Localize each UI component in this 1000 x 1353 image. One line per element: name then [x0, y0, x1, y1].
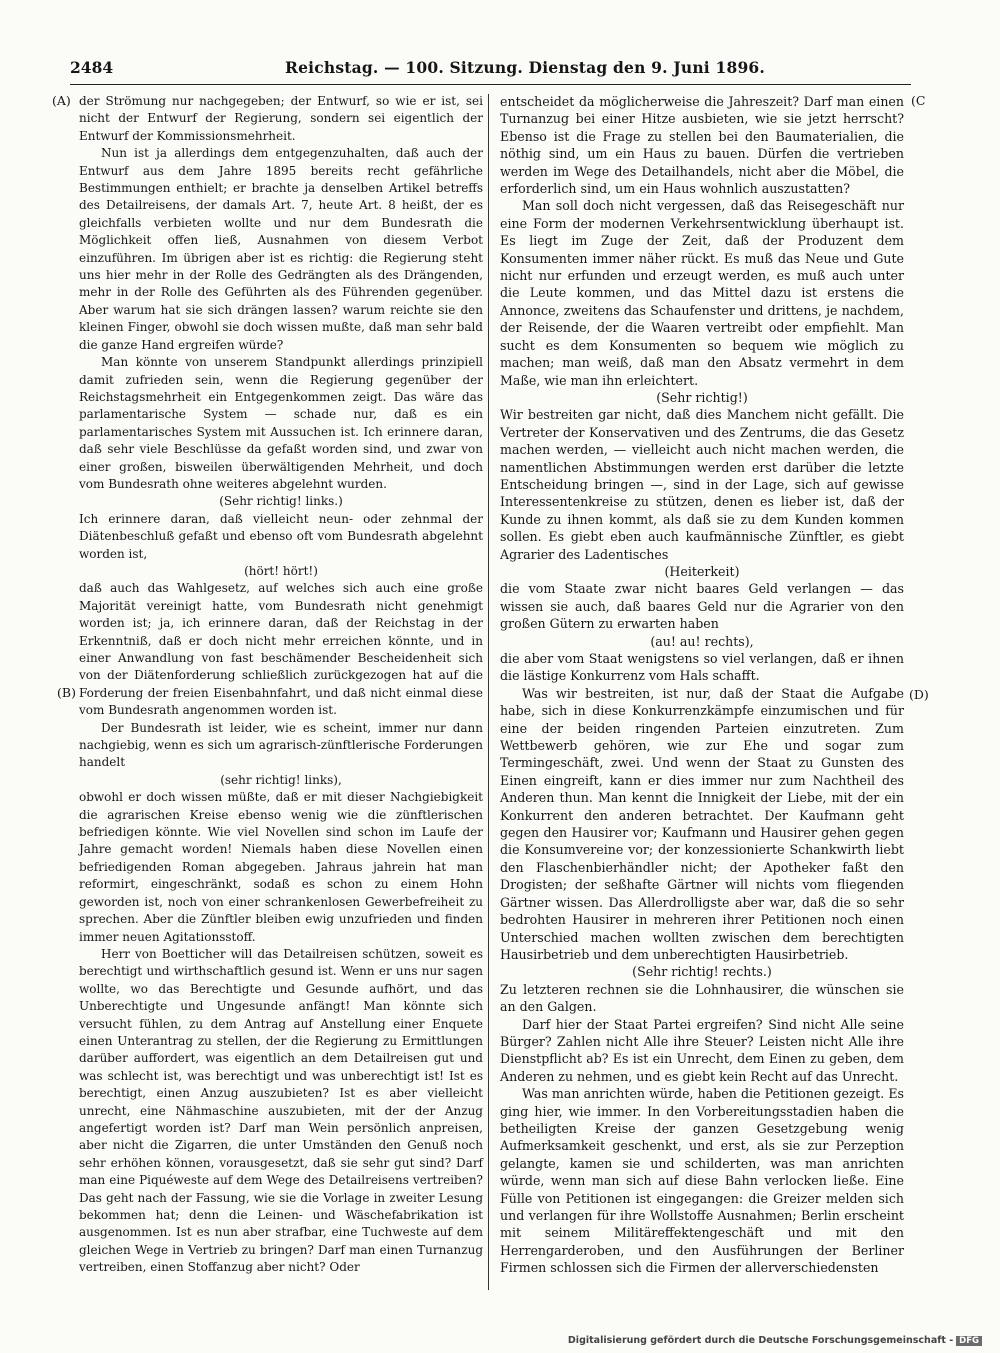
paragraph: Man soll doch nicht vergessen, daß das Reisegeschäft nur eine Form der modernen Verkehrsentwicklung überhaupt ist. Es liegt im Zuge der Zeit, daß der Produzent dem Konsumenten immer näher rückt. Es muß das Neue und Gute nicht nur erfunden und erzeugt werden, es muß auch unter die Leute kommen, und das Mittel dazu ist erstens die Annonce, zweitens das Schaufenster und drittens, je nachdem, der Reisende, der die Waaren vertreibt oder empfiehlt. Man sucht es dem Konsumenten so bequem wie möglich zu machen; man weiß, daß man den Absatz vermehrt in dem Maße, wie man ihn erleichtert. [500, 198, 904, 388]
column-divider [488, 94, 489, 1290]
header-rule [70, 84, 911, 85]
dfg-logo: DFG [956, 1336, 982, 1346]
interjection: (Sehr richtig!) [656, 389, 748, 405]
paragraph: daß auch das Wahlgesetz, auf welches sich auch eine große Majorität vereinigt hatte, vom Bundesrath nicht genehmigt worden ist; ja, ich erinnere daran, daß der Reichstag in der Erkenntniß, daß er doch nicht mehr erreichen könnte, und in einer Anwandlung von fast beschämender Bescheidenheit sich von der Diätenforderung schließlich zurückgezogen hat auf die Forderung der freien Eisenbahnfahrt, und daß nicht einmal diese vom Bundesrath angenommen worden ist. [79, 581, 483, 718]
paragraph: die aber vom Staat wenigstens so viel verlangen, daß er ihnen die lästige Konkurrenz vom Hals schafft. [500, 651, 904, 684]
page-header [70, 58, 766, 80]
paragraph: Ich erinnere daran, daß vielleicht neun- oder zehnmal der Diätenbeschluß gefaßt und ebenso oft vom Bundesrath abgelehnt worden ist, [79, 511, 483, 561]
paragraph: obwohl er doch wissen müßte, daß er mit dieser Nachgiebigkeit die agrarischen Kreise ebenso wenig wie die zünftlerischen befriedigen könnte. Wie viel Novellen sind schon im Laufe der Jahre gemacht worden! Niemals haben diese Novellen einen befriedigenden Roman abgegeben. Jahraus jahrein hat man reformirt, eingeschränkt, sodaß es schon zu einem Hohn geworden ist, noch von einer schrankenlosen Gewerbefreiheit zu sprechen. Aber die Zünftler bleiben ewig unzufrieden und finden immer neuen Agitationsstoff. [79, 790, 483, 944]
paragraph: Man könnte von unserem Standpunkt allerdings prinzipiell damit zufrieden sein, wenn die Regierung gegenüber der Reichstagsmehrheit ein Entgegenkommen zeigt. Das wäre das parlamentarische System — schade nur, daß es ein parlamentarisches System mit Aussuchen ist. Ich erinnere daran, daß sehr viele Beschlüsse da gefaßt worden sind, und zwar von einer großen, bisweilen überwältigenden Mehrheit, und doch vom Bundesrath ohne weiteres abgelehnt wurden. [79, 355, 483, 491]
margin-marker-b: (B) [57, 685, 76, 700]
paragraph: Was man anrichten würde, haben die Petitionen gezeigt. Es ging hier, wie immer. In den Vorbereitungsstadien haben die betheiligten Kreise der ganzen Gesetzgebung wenig Aufmerksamkeit geschenkt, und erst, als sie zur Perzeption gelangte, kamen sie und schilderten, was man anrichten würde, wenn man sich auf diese Bahn verlocken ließe. Eine Fülle von Petitionen ist eingegangen: die Greizer melden sich und verlangen für ihre Wollstoffe Ausnahmen; Berlin erscheint mit seinem Militäreffektengeschäft und mit den Herrengarderoben, und den Ausführungen der Berliner Firmen schlossen sich die Firmen der allerverschiedensten [500, 1086, 904, 1276]
margin-marker-d: (D) [909, 687, 929, 702]
paragraph: Der Bundesrath ist leider, wie es scheint, immer nur dann nachgiebig, wenn es sich um agrarisch-zünftlerische Forderungen handelt [79, 720, 483, 770]
interjection: (hört! hört!) [244, 563, 318, 578]
interjection: (au! au! rechts), [650, 633, 754, 649]
interjection: (Sehr richtig! rechts.) [632, 964, 772, 980]
paragraph: Herr von Boetticher will das Detailreisen schützen, soweit es berechtigt und wirthschaftlich gesund ist. Wenn er uns nur sagen wollte, wo das Berechtigte und Gesunde aufhört, und das Unberechtigte und Ungesunde anfängt! Man könnte sich versucht fühlen, zu dem Antrag auf Anstellung einer Enquete einen Unterantrag zu stellen, der die Regierung zu Ermittlungen darüber auffordert, was eigentlich an dem Detailreisen gut und was schlecht ist, was berechtigt und was unberechtigt ist! Ist es berechtigt, einen Anzug auszubieten? Ist es aber vielleicht unrecht, eine Nähmaschine auszubieten, mit der der Anzug angefertigt worden ist? Darf man Wein persönlich anpreisen, aber nicht die Zigarren, die unter Umständen den Genuß noch sehr erhöhen können, vorausgesetzt, daß sie sehr gut sind? Darf man eine Piquéweste auf dem Wege des Detailreisens vertreiben? Das geht nach der Fassung, wie sie die Vorlage in zweiter Lesung bekommen hat; denn die Leinen- und Wäschefabrikation ist ausgenommen. Ist es nun aber strafbar, eine Tuchweste auf dem gleichen Wege in Vertrieb zu bringen? Darf man einen Turnanzug vertreiben, einen Stoffanzug aber nicht? Oder [79, 946, 483, 1275]
paragraph: Was wir bestreiten, ist nur, daß der Staat die Aufgabe habe, sich in diese Konkurrenzkämpfe einzumischen und für eine der beiden ringenden Parteien einzutreten. Zum Wettbewerb gehören, wie zur Ehe und sogar zum Termingeschäft, zwei. Und wenn der Staat zu Gunsten des Einen eingreift, kann er dies immer nur zum Nachtheil des Anderen thun. Man kennt die Innigkeit der Liebe, mit der ein Konkurrent den anderen betrachtet. Der Kaufmann geht gegen den Hausirer vor; Kaufmann und Hausirer gehen gegen die Konsumvereine vor; der konzessionierte Schankwirth liebt den Flaschenbierhändler nicht; der Apotheker faßt den Drogisten; der seßhafte Gärtner will nichts vom fliegenden Gärtner wissen. Das Allerdrolligste aber war, daß die so sehr bedrohten Hausirer in mehreren ihrer Petitionen noch einen Unterschied machen wollten zwischen dem berechtigten Hausirbetrieb und dem unberechtigten Hausirbetrieb. [500, 685, 904, 962]
page-number: 2484 [70, 58, 114, 77]
interjection: (Sehr richtig! links.) [219, 494, 343, 509]
margin-marker-a: (A) [52, 93, 71, 108]
footer-credit [568, 1335, 982, 1346]
paragraph: Zu letzteren rechnen sie die Lohnhausirer, die wünschen sie an den Galgen. [500, 981, 904, 1015]
paragraph: Nun ist ja allerdings dem entgegenzuhalten, daß auch der Entwurf aus dem Jahre 1895 bereits recht gefährliche Bestimmungen enthielt; er brachte ja denselben Artikel betreffs des Detailreisens, der damals Art. 7, heute Art. 8 heißt, der es gleichfalls verbieten wollte und nur dem Bundesrath die Möglichkeit offen ließ, Ausnahmen von diesem Verbot einzuführen. Im übrigen aber ist es richtig: die Regierung steht uns hier mehr in der Rolle des Gedrängten als des Drängenden, mehr in der Rolle des Geführten als des Führenden gegenüber. Aber warum hat sie sich drängen lassen? warum reichte sie den kleinen Finger, obwohl sie doch wissen mußte, daß man sehr bald die ganze Hand ergreifen würde? [79, 146, 483, 352]
interjection: (Heiterkeit) [664, 563, 740, 579]
interjection: (sehr richtig! links), [220, 772, 342, 787]
running-title: Reichstag. — 100. Sitzung. Dienstag den 9. Juni 1896. [285, 58, 766, 77]
paragraph: Darf hier der Staat Partei ergreifen? Sind nicht Alle seine Bürger? Zahlen nicht Alle ihre Steuer? Leisten nicht Alle ihre Dienstpflicht ab? Es ist ein Unrecht, dem Einen zu geben, dem Anderen zu nehmen, und es giebt kein Recht auf das Unrecht. [500, 1016, 904, 1084]
paragraph: entscheidet da möglicherweise die Jahreszeit? Darf man einen Turnanzug bei einer Hitze ausbieten, wie sie jetzt herrscht? Ebenso ist die Frage zu stellen bei den Baumaterialien, die nöthig sind, um ein Haus zu bauen. Dürfen die vertrieben werden im Wege des Detailhandels, nicht aber die Möbel, die erforderlich sind, um ein Haus wohnlich auszustatten? [500, 94, 904, 197]
left-column [79, 93, 483, 1277]
paragraph: der Strömung nur nachgegeben; der Entwurf, so wie er ist, sei nicht der Entwurf der Regierung, sondern sei eigentlich der Entwurf der Kommissionsmehrheit. [79, 94, 483, 143]
right-column [500, 93, 904, 1277]
paragraph: Wir bestreiten gar nicht, daß dies Manchem nicht gefällt. Die Vertreter der Konservativen und des Zentrums, die das Gesetz machen werden, — vielleicht auch nicht machen werden, die namentlichen Abstimmungen werden erst darüber die letzte Entscheidung bringen —, sind in der Lage, sich auf gewisse Interessentenkreise zu stützen, denen es lieber ist, daß der Kunde zu ihnen kommt, als daß sie zu dem Kunden kommen sollen. Es giebt eben auch kaufmännische Zünftler, es giebt Agrarier des Ladentisches [500, 407, 904, 562]
paragraph: die vom Staate zwar nicht baares Geld verlangen — das wissen sie auch, daß baares Geld nur die Agrarier von den großen Gütern zu erwarten haben [500, 581, 904, 632]
footer-text: Digitalisierung gefördert durch die Deutsche Forschungsgemeinschaft - [567, 1335, 954, 1346]
margin-marker-c: (C [911, 93, 926, 108]
